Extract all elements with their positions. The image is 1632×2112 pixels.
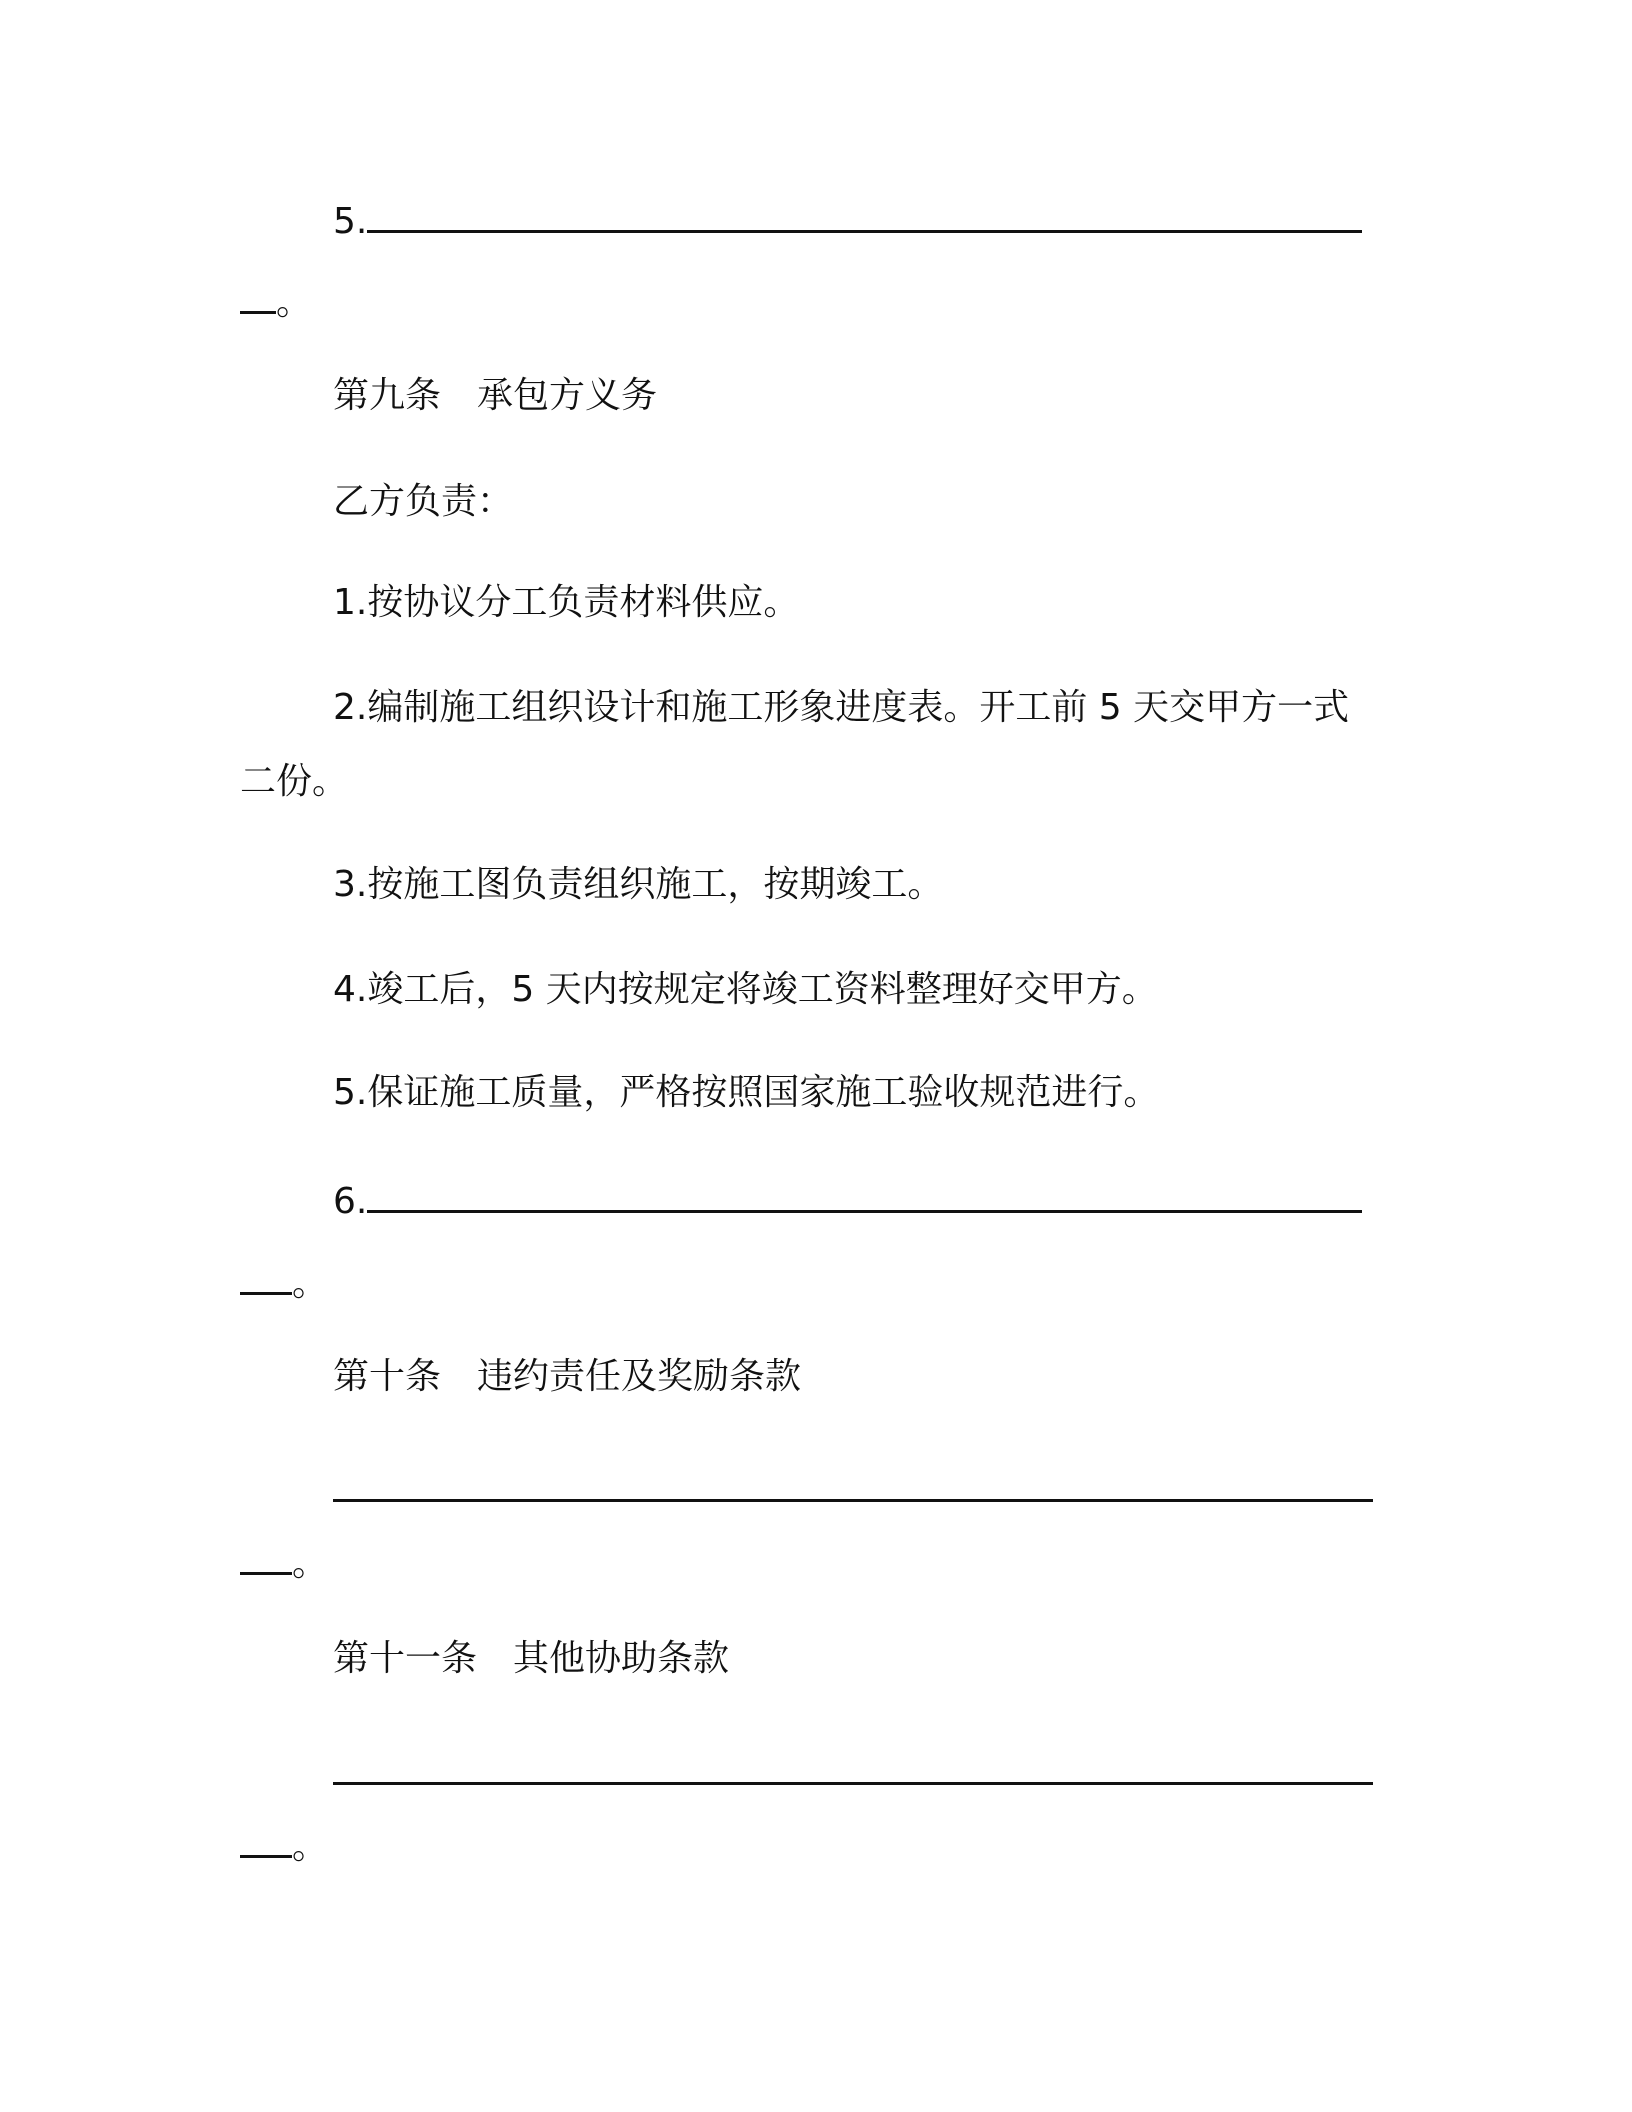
article-number: 第十一条 bbox=[333, 1638, 478, 1679]
article-title: 承包方义务 bbox=[477, 375, 658, 416]
article-9-heading bbox=[333, 374, 657, 418]
duty-2: 2.编制施工组织设计和施工形象进度表。开工前 5 天交甲方一式 bbox=[333, 687, 1350, 728]
item-5-line bbox=[333, 200, 1362, 244]
article-10-blank bbox=[333, 1469, 1373, 1513]
item-number: 5. bbox=[333, 201, 368, 242]
article-10-continuation bbox=[240, 1542, 328, 1586]
duty-1: 1.按协议分工负责材料供应。 bbox=[333, 582, 800, 623]
period: 。 bbox=[292, 1543, 329, 1584]
duty-2-continuation: 二份。 bbox=[240, 761, 349, 802]
duty-3: 3.按施工图负责组织施工，按期竣工。 bbox=[333, 864, 944, 905]
article-10-heading bbox=[333, 1355, 801, 1399]
item-6-continuation bbox=[240, 1262, 328, 1306]
period: 。 bbox=[276, 282, 313, 323]
blank-line bbox=[240, 1542, 292, 1575]
period: 。 bbox=[292, 1263, 329, 1304]
party-b-label: 乙方负责： bbox=[333, 481, 514, 522]
blank-line bbox=[333, 1752, 1373, 1785]
blank-line bbox=[367, 1180, 1362, 1213]
item-number: 6. bbox=[333, 1181, 368, 1222]
duty-4: 4.竣工后，5 天内按规定将竣工资料整理好交甲方。 bbox=[333, 969, 1158, 1010]
period: 。 bbox=[292, 1826, 329, 1867]
item-5-continuation bbox=[240, 281, 312, 325]
article-11-continuation bbox=[240, 1825, 328, 1869]
article-11-blank bbox=[333, 1752, 1373, 1796]
article-title: 其他协助条款 bbox=[513, 1638, 730, 1679]
blank-line bbox=[333, 1469, 1373, 1502]
blank-line bbox=[367, 200, 1362, 233]
article-11-heading bbox=[333, 1637, 729, 1681]
blank-line bbox=[240, 1262, 292, 1295]
article-number: 第九条 bbox=[333, 375, 442, 416]
blank-line bbox=[240, 281, 276, 314]
duty-5: 5.保证施工质量，严格按照国家施工验收规范进行。 bbox=[333, 1072, 1160, 1113]
article-number: 第十条 bbox=[333, 1356, 442, 1397]
blank-line bbox=[240, 1825, 292, 1858]
item-6-line bbox=[333, 1180, 1362, 1224]
article-title: 违约责任及奖励条款 bbox=[477, 1356, 802, 1397]
